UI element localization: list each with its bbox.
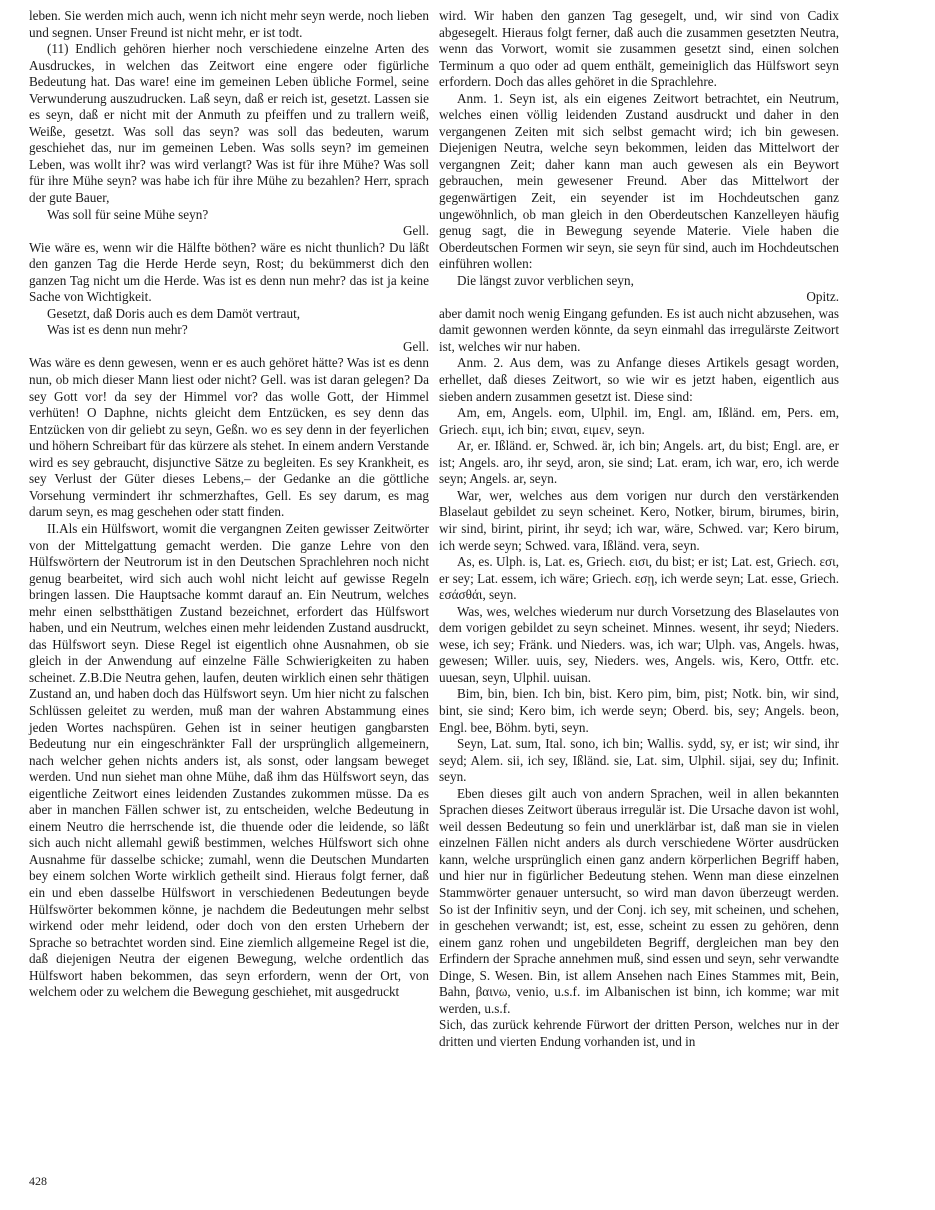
- paragraph: Anm. 2. Aus dem, was zu Anfange dieses Artikels gesagt worden, erhellet, daß dieses Zeitwort, so wie wir es jetzt haben, eigentlich aus sieben andern zusammen gesetzt ist. Diese sind:: [439, 355, 839, 404]
- etymology-entry: Was, wes, welches wiederum nur durch Vorsetzung des Blaselautes von dem vorigen gebildet zu seyn scheinet. Minnes. wesent, ihr seyd; Nieders. wese, ich sey; Fränk. und Nieders. was, ich war; Ulph. vas, Angels. hwas, gewesen; Willer. uuis, sey, Nieders. wes, Angels. wis, Kero, Ottfr. etc. uuesan, seyn, Ulphil. uuisan.: [439, 603, 839, 685]
- etymology-entry: Ar, er. Ißländ. er, Schwed. är, ich bin; Angels. art, du bist; Engl. are, er ist; Angels. aro, ihr seyd, aron, sie sind; Lat. eram, ich war, ero, ich werde seyn; Angels. ar, seyn.: [439, 438, 839, 487]
- paragraph: Sich, das zurück kehrende Fürwort der dritten Person, welches nur in der dritten und vierten Endung vorhanden ist, und in: [439, 1017, 839, 1049]
- left-column: [29, 8, 429, 1001]
- etymology-entry: Bim, bin, bien. Ich bin, bist. Kero pim, bim, pist; Notk. bin, wir sind, bint, sie sind; Kero bim, ich werde seyn; Oberd. bis, sey; Angels. beon, Engl. bee, Böhm. byti, seyn.: [439, 686, 839, 735]
- quote-source: Gell.: [402, 338, 429, 354]
- etymology-entry: War, wer, welches aus dem vorigen nur durch den verstärkenden Blaselaut gebildet zu seyn scheinet. Kero, Notker, birum, birumes, birin, wir sind, birint, pirint, ihr seyd; ich war, wäre, Schwed. var; Kero birum, ich werde seyn; Schwed. vara, Ißländ. vera, seyn.: [439, 487, 839, 553]
- paragraph: Eben dieses gilt auch von andern Sprachen, weil in allen bekannten Sprachen dieses Zeitwort überaus irregulär ist. Die Ursache davon ist wohl, weil dessen Bedeutung so fein und unerklärbar ist, daß man sie in vielen einzelnen Fällen nicht anders als durch verschiedene Wörter ausdrücken kann, welche ursprünglich einen ganz andern körperlichen Begriff haben, und hier nur in figürlicher Bedeutung stehen. Wenn man diese einzelnen Stammwörter genauer untersucht, so wird man davon überzeugt werden. So ist der Infinitiv seyn, und der Conj. ich sey, mit scheinen, und schehen, in geschehen verwandt; ist, est, esse, scheint zu essen zu gehören, denn einem ganz rohen und ungebildeten Begriff, dergleichen man bey den Erfindern der Sprache annehmen muß, sind essen und seyn, sehr verwandte Dinge, S. Wesen. Bin, ist allem Ansehen nach Eines Stammes mit, Bein, Bahn, βαινω, venio, u.s.f. im Albanischen ist binn, ich komme; war mit werden, u.s.f.: [439, 785, 839, 1016]
- paragraph: Anm. 1. Seyn ist, als ein eigenes Zeitwort betrachtet, ein Neutrum, welches einen völlig leidenden Zustand ausdruckt und daher in den vergangenen Zeiten mit sich selbst gemacht wird; ich bin gewesen. Diejenigen Neutra, welche seyn bekommen, leiden das Mittelwort der vergangnen Zeit; daher kann man auch gewesen als ein Beywort gebrauchen, mein gewesener Freund. Aber das Mittelwort der gegenwärtigen Zeit, ein seyender ist im Hochdeutschen ganz ungewöhnlich, ob man gleich in den Oberdeutschen Kanzelleyen häufig genug sagt, die in Bewegung seyende Materie. Viele haben die Oberdeutschen Formen wir seyn, sie seyn für sind, auch im Hochdeutschen einführen wollen:: [439, 90, 839, 272]
- quote-source: Opitz.: [806, 289, 839, 305]
- paragraph: aber damit noch wenig Eingang gefunden. Es ist auch nicht abzusehen, was damit gewonnen werden könnte, da seyn einmahl das irregulärste Zeitwort ist, welches wir nur haben.: [439, 305, 839, 354]
- paragraph: leben. Sie werden mich auch, wenn ich nicht mehr seyn werde, noch lieben und segnen. Unser Freund ist nicht mehr, er ist todt.: [29, 8, 429, 40]
- paragraph: II.Als ein Hülfswort, womit die vergangnen Zeiten gewisser Zeitwörter von der Mittelgattung gemacht werden. Die ganze Lehre von den Hülfswörtern der Neutrorum ist in den Deutschen Sprachlehren noch nicht genug bearbeitet, wird sich auch wohl nicht leicht auf gewisse Regeln bringen lassen. Die Hauptsache kommt darauf an. Ein Neutrum, welches mehr einen selbstthätigen Zustand bezeichnet, erfordert das Hülfswort haben, und ein Neutrum, welches einen mehr leidenden Zustand ausdruckt, das Hülfswort seyn. Diese Regel ist eigentlich ohne Ausnahmen, ob sie gleich in der Anwendung auf einzelne Fälle Schwierigkeiten zu haben scheinet. Z.B.Die Neutra gehen, laufen, deuten wirklich einen sehr thätigen Zustand an, und haben doch das Hülfswort seyn. Um hier nicht zu falschen Schlüssen geleitet zu werden, muß man der wahren Abstammung eines jeden Wortes nachspüren. Gehen ist in seiner heutigen gangbarsten Bedeutung nur ein eingeschränkter Fall der ursprünglich allgemeinern, nach welcher gehen nichts anders ist, als sonst, oder langsam beweget werden. Und nun siehet man ohne Mühe, daß ihm das Hülfswort seyn, das eigentliche Zeitwort eines leidenden Zustandes zukommen müsse. Da es aber in manchen Fällen schwer ist, zu entscheiden, welche Bedeutung in einem Neutro die herrschende ist, die thuende oder die leidende, so läßt sich auch nicht allemahl gewiß bestimmen, welches Hülfswort sich ohne Ausnahme für dasselbe schicke; zumahl, wenn die Deutschen Mundarten bey einem solchen Worte wirklich getheilt sind. Hieraus folgt ferner, daß ein und eben dasselbe Hülfswort in verschiedenen Bedeutungen beyde Hülfswörter bekommen könne, je nachdem die Bedeutungen mehr selbst wirkend oder mehr leidend, oder doch von den ersten Urhebern der Sprache so betrachtet worden sind. Eine ziemlich allgemeine Regel ist die, daß diejenigen Neutra der eigenen Bewegung, welche ordentlich das Hülfswort haben bekommen, das seyn erfordern, wenn der Ort, von welchem oder zu welchem die Bewegung geschiehet, mit ausgedruckt: [29, 520, 429, 1000]
- quote-source: Gell.: [402, 223, 429, 239]
- quote-line: Gesetzt, daß Doris auch es dem Damöt vertraut,: [47, 305, 301, 321]
- etymology-entry: Am, em, Angels. eom, Ulphil. im, Engl. am, Ißländ. em, Pers. em, Griech. ειμι, ich bin; ειναι, ειμεν, seyn.: [439, 405, 839, 437]
- quote-line: Was soll für seine Mühe seyn?: [47, 206, 209, 222]
- paragraph: Wie wäre es, wenn wir die Hälfte böthen? wäre es nicht thunlich? Du läßt den ganzen Tag die Herde Herde seyn, Rost; du bekümmerst dich den ganzen Tag nicht um die Herde. Was ist es denn nun mehr? das ist ja keine Sache von Wichtigkeit.: [29, 239, 429, 305]
- paragraph: wird. Wir haben den ganzen Tag gesegelt, und, wir sind von Cadix abgesegelt. Hieraus folgt ferner, daß auch die zusammen gesetzten Neutra, wenn das Vorwort, womit sie zusammen gesetzt sind, einen solchen Terminum a quo oder ad quem enthält, gemeiniglich das Hülfswort seyn erfordern. Doch das alles gehöret in die Sprachlehre.: [439, 8, 839, 90]
- quote-line: Was ist es denn nun mehr?: [47, 322, 188, 338]
- right-column: [439, 8, 839, 1050]
- page-number: 428: [29, 1174, 47, 1188]
- quote-line: Die längst zuvor verblichen seyn,: [457, 272, 634, 288]
- paragraph: Was wäre es denn gewesen, wenn er es auch gehöret hätte? Was ist es denn nun, ob mich dieser Mann liest oder nicht? Gell. was ist daran gelegen? Da sey Gott vor! da sey der Himmel vor? das wolle Gott, der Himmel verhüten! O Daphne, nichts gleicht dem Entzücken, es sey denn das Entzücken von dir geliebt zu seyn, Geßn. wo es sey denn in der feyerlichen und höhern Schreibart für das kürzere als stehet. In einem andern Verstande wird es sey gebraucht, disjunctive Sätze zu begleiten. Es sey Krankheit, es sey Verlust der Güter dieses Lebens,– der Gedanke an die göttliche Vorsehung vermindert ihr schmerzhaftes, Gell. Es sey darum, es mag darum seyn, es mag geschehen oder statt finden.: [29, 355, 429, 520]
- paragraph: (11) Endlich gehören hierher noch verschiedene einzelne Arten des Ausdruckes, in welchen das Zeitwort eine engere oder figürliche Bedeutung hat. Das ware! eine im gemeinen Leben übliche Formel, seine Verwunderung auszudrucken. Laß seyn, daß er reich ist, gesetzt. Lassen sie es seyn, daß er nicht mit der Anmuth zu pfeiffen und zu trallern weiß, Weiße, gesetzt. Was soll das seyn? was soll das bedeuten, warum geschiehet das, nur im gemeinen Leben. Was solls seyn? im gemeinen Leben, was wollt ihr? was wird verlangt? Was ist für ihre Mühe? Was soll für ihre Mühe seyn? was habe ich für ihre Mühe zu bezahlen? Herr, sprach der gute Bauer,: [29, 41, 429, 206]
- etymology-entry: Seyn, Lat. sum, Ital. sono, ich bin; Wallis. sydd, sy, er ist; wir sind, ihr seyd; Alem. sii, ich sey, Ißländ. sie, Lat. sim, Ulphil. sijai, sey du; Infinit. seyn.: [439, 736, 839, 785]
- etymology-entry: As, es. Ulph. is, Lat. es, Griech. εισι, du bist; er ist; Lat. est, Griech. εσι, er sey; Lat. essem, ich wäre; Griech. εσῃ, ich werde seyn; Lat. esse, Griech. εσάσθάι, seyn.: [439, 554, 839, 603]
